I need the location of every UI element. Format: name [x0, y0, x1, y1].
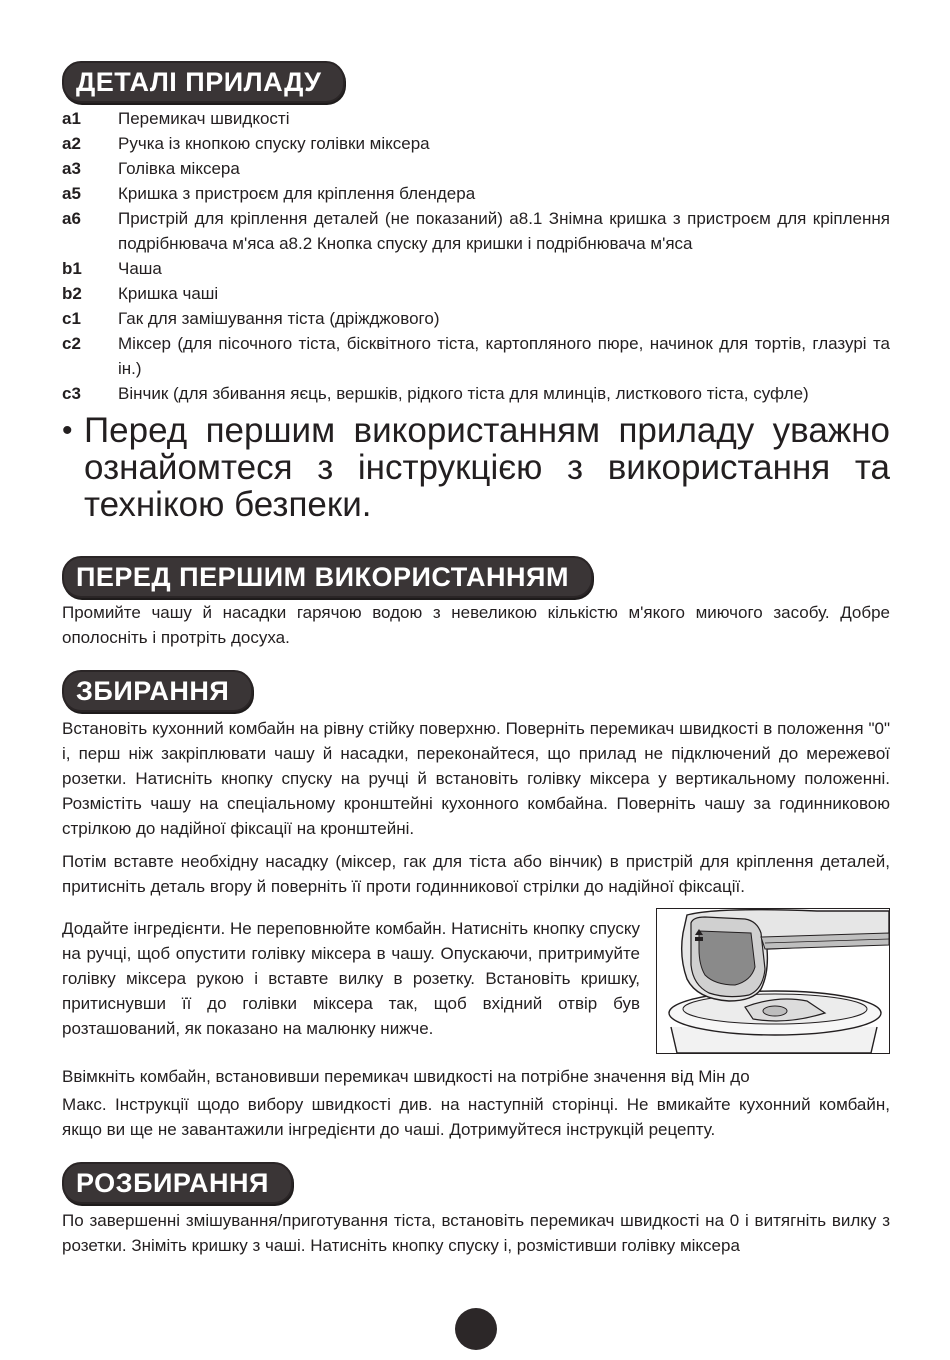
part-code: a6 [62, 209, 81, 228]
part-code: a1 [62, 109, 81, 128]
part-code: a2 [62, 134, 81, 153]
part-desc: Кришка чаші [118, 284, 219, 303]
part-desc: Ручка із кнопкою спуску голівки міксера [118, 134, 430, 153]
part-desc: Пристрій для кріплення деталей (не показаний) a8.1 Знімна кришка з пристроєм для кріплення подрібнювача м'яса a8.2 Кнопка спуску для кришки і подрібнювача м'яса [118, 209, 890, 253]
bullet-icon: • [62, 414, 73, 447]
section-header-first-use [62, 556, 593, 598]
part-code: c1 [62, 309, 81, 328]
list-item [62, 181, 890, 206]
list-item [62, 306, 890, 331]
section-title: ДЕТАЛІ ПРИЛАДУ [76, 67, 322, 97]
list-item [62, 156, 890, 181]
assembly-paragraph-1: Встановіть кухонний комбайн на рівну стійку поверхню. Поверніть перемикач швидкості в положення "0" і, перш ніж закріплювати чашу й насадки, переконайтеся, що прилад не підключений до мережевої розетки. Натисніть кнопку спуску на ручці й встановіть голівку міксера у вертикальному положенні. Розмістіть чашу на спеціальному кронштейні кухонного комбайна. Поверніть чашу за годинниковою стрілкою до надійної фіксації на кронштейні. [62, 719, 890, 838]
part-desc: Чаша [118, 259, 162, 278]
safety-notice [62, 412, 890, 523]
part-desc: Кришка з пристроєм для кріплення блендера [118, 184, 476, 203]
part-code: c2 [62, 334, 81, 353]
part-code: b1 [62, 259, 82, 278]
page-number-badge [455, 1308, 497, 1350]
list-item [62, 331, 890, 381]
list-item [62, 206, 890, 256]
assembly-paragraph-4: Ввімкніть комбайн, встановивши перемикач швидкості на потрібне значення від Мін до [62, 1067, 750, 1086]
assembly-paragraph-5: Макс. Інструкції щодо вибору швидкості див. на наступній сторінці. Не вмикайте кухонний комбайн, якщо ви ще не завантажили інгредієнти до чаші. Дотримуйтеся інструкцій рецепту. [62, 1095, 890, 1139]
list-item [62, 281, 890, 306]
list-item [62, 256, 890, 281]
section-header-assembly [62, 670, 253, 712]
section-title: ПЕРЕД ПЕРШИМ ВИКОРИСТАННЯМ [76, 562, 569, 592]
part-desc: Міксер (для пісочного тіста, бісквітного тіста, картопляного пюре, начинок для тортів, глазурі та ін.) [118, 334, 890, 378]
part-code: a5 [62, 184, 81, 203]
part-code: c3 [62, 384, 81, 403]
mixer-head-lid-icon [657, 909, 889, 1053]
list-item [62, 381, 890, 406]
section-title: РОЗБИРАННЯ [76, 1168, 269, 1198]
disassembly-paragraph: По завершенні змішування/приготування тіста, встановіть перемикач швидкості на 0 і витягніть вилку з розетки. Зніміть кришку з чаші. Натисніть кнопку спуску і, розмістивши голівку міксера [62, 1211, 890, 1255]
assembly-paragraph-3: Додайте інгредієнти. Не переповнюйте комбайн. Натисніть кнопку спуску на ручці, щоб опустити голівку міксера в чашу. Опускаючи, притримуйте голівку міксера рукою і вставте вилку в розетку. Встановіть кришку, притиснувши її до голівки міксера так, щоб вхідний отвір був розташований, як показано на малюнку нижче. [62, 919, 640, 1038]
mixer-illustration [656, 908, 890, 1054]
notice-text: Перед першим використанням приладу уважно ознайомтеся з інструкцією з використання та технікою безпеки. [84, 411, 890, 524]
part-desc: Голівка міксера [118, 159, 240, 178]
part-desc: Гак для замішування тіста (дріжджового) [118, 309, 440, 328]
first-use-paragraph: Промийте чашу й насадки гарячою водою з невеликою кількістю м'якого миючого засобу. Добре ополосніть і протріть досуха. [62, 603, 890, 647]
section-header-disassembly [62, 1162, 293, 1204]
section-header-parts [62, 61, 345, 103]
section-title: ЗБИРАННЯ [76, 676, 230, 706]
assembly-paragraph-2: Потім вставте необхідну насадку (міксер, гак для тіста або вінчик) в пристрій для кріплення деталей, притисніть деталь вгору й поверніть її проти годинникової стрілки до надійної фіксації. [62, 852, 890, 896]
part-desc: Перемикач швидкості [118, 109, 290, 128]
part-code: a3 [62, 159, 81, 178]
list-item [62, 106, 890, 131]
parts-list [62, 106, 890, 406]
part-code: b2 [62, 284, 82, 303]
part-desc: Вінчик (для збивання яєць, вершків, рідкого тіста для млинців, листкового тіста, суфле) [118, 384, 809, 403]
list-item [62, 131, 890, 156]
